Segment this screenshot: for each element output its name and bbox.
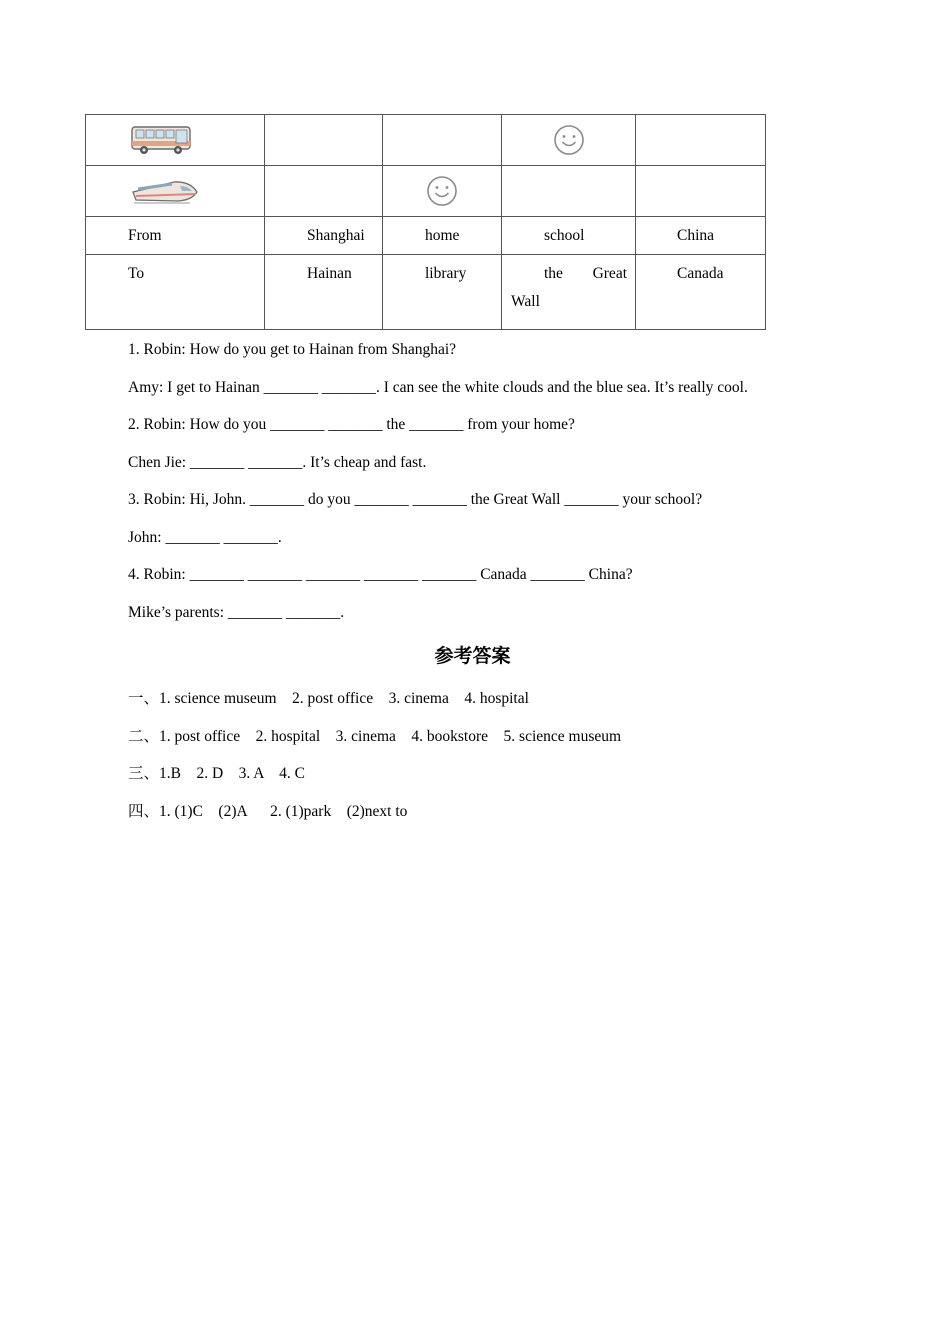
to-cell-great-wall xyxy=(502,255,635,312)
smiley-face-icon xyxy=(426,175,458,207)
table-row-bus xyxy=(86,115,766,166)
answer-key-list xyxy=(128,689,621,839)
question-line: 2. Robin: How do you _______ _______ the _______ from your home? xyxy=(128,416,575,433)
from-cell: home xyxy=(425,226,460,244)
transport-table xyxy=(85,114,766,330)
to-label: To xyxy=(128,265,145,282)
to-cell: Hainan xyxy=(307,265,352,282)
bus-icon xyxy=(130,124,194,156)
question-line: 3. Robin: Hi, John. _______ do you _______ _______ the Great Wall _______ your school? xyxy=(128,491,703,508)
answer-key-title: 参考答案 xyxy=(434,645,511,667)
question-line: 4. Robin: _______ _______ _______ _______ _______ Canada _______ China? xyxy=(128,566,633,583)
from-label: From xyxy=(128,226,162,244)
answer-key-item: 四、1. (1)C (2)A 2. (1)park (2)next to xyxy=(128,802,408,820)
to-cell-word: the xyxy=(544,265,563,282)
table-row-to xyxy=(86,255,766,330)
from-cell: Shanghai xyxy=(307,226,365,244)
question-line: 1. Robin: How do you get to Hainan from Shanghai? xyxy=(128,341,457,358)
to-cell: library xyxy=(425,265,467,282)
table-row-from xyxy=(86,217,766,255)
table-row-train xyxy=(86,166,766,217)
train-icon xyxy=(130,176,200,206)
answer-key-item: 三、1.B 2. D 3. A 4. C xyxy=(128,765,305,782)
answer-key-item: 一、1. science museum 2. post office 3. cinema 4. hospital xyxy=(128,690,529,707)
smiley-face-icon xyxy=(553,124,585,156)
to-cell-word: Wall xyxy=(511,293,540,310)
from-cell: school xyxy=(544,226,585,244)
exercise-dialogues xyxy=(128,340,748,640)
from-cell: China xyxy=(677,226,715,244)
answer-line: Mike’s parents: _______ _______. xyxy=(128,603,345,621)
to-cell-word: Great xyxy=(592,265,627,282)
answer-key-item: 二、1. post office 2. hospital 3. cinema 4. bookstore 5. science museum xyxy=(128,727,622,745)
answer-line: Chen Jie: _______ _______. It’s cheap and fast. xyxy=(128,453,427,471)
answer-line: John: _______ _______. xyxy=(128,528,282,546)
to-cell: Canada xyxy=(677,265,724,282)
answer-line: Amy: I get to Hainan _______ _______. I can see the white clouds and the blue sea. It’s really cool. xyxy=(128,378,748,396)
